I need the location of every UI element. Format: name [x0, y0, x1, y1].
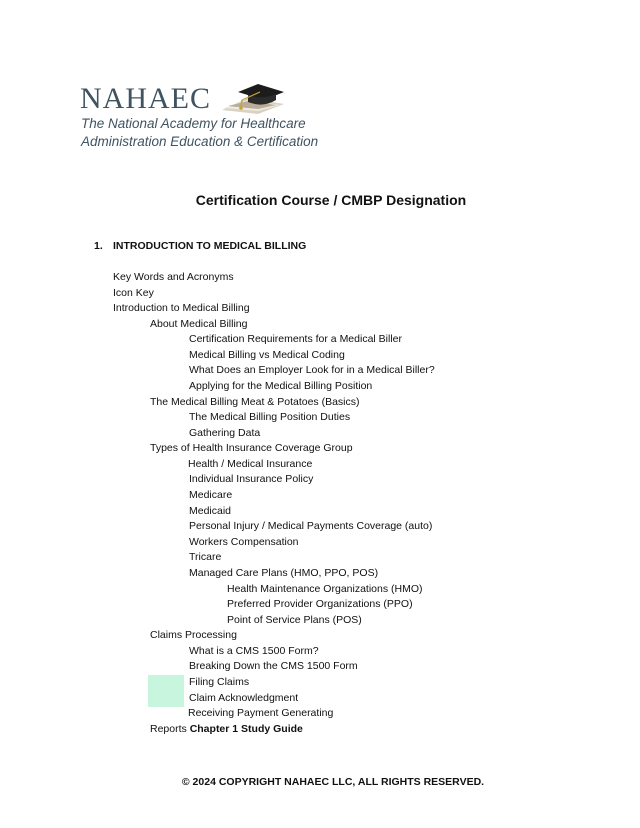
toc-item: Icon Key [113, 287, 154, 299]
toc-level4-item: Health Maintenance Organizations (HMO) [227, 583, 423, 595]
toc-subsubitem: Personal Injury / Medical Payments Coverage (auto) [189, 520, 433, 532]
toc-subitem: Claims Processing [150, 629, 237, 641]
toc-subitem: Types of Health Insurance Coverage Group [150, 442, 353, 454]
toc-subsubitem: Medical Billing vs Medical Coding [189, 349, 345, 361]
graduation-cap-icon [218, 80, 288, 116]
toc-subsubitem: What Does an Employer Look for in a Medical Biller? [189, 364, 435, 376]
toc-subsubitem: Certification Requirements for a Medical Biller [189, 333, 402, 345]
toc-subsubitem: Individual Insurance Policy [189, 473, 314, 485]
toc-subitem: About Medical Billing [150, 318, 248, 330]
toc-item: Introduction to Medical Billing [113, 302, 250, 314]
toc-subsubitem: Applying for the Medical Billing Position [189, 380, 373, 392]
copyright-footer: © 2024 COPYRIGHT NAHAEC LLC, ALL RIGHTS RESERVED. [181, 776, 485, 788]
toc-subsubitem: Gathering Data [189, 427, 261, 439]
toc-subsubitem: Health / Medical Insurance [188, 458, 313, 470]
section-number: 1. [94, 240, 103, 252]
toc-subitem [150, 722, 303, 736]
toc-subsubitem: Tricare [189, 551, 222, 563]
logo-wordmark: NAHAEC [80, 82, 211, 115]
logo-tagline: The National Academy for Healthcare [81, 116, 306, 131]
toc-subitem: The Medical Billing Meat & Potatoes (Basics) [150, 396, 360, 408]
toc-subsubitem: What is a CMS 1500 Form? [189, 645, 319, 657]
toc-subsubitem: Receiving Payment Generating [188, 707, 334, 719]
section-title: INTRODUCTION TO MEDICAL BILLING [113, 240, 307, 252]
toc-item: Key Words and Acronyms [113, 271, 234, 283]
toc-level4-item: Preferred Provider Organizations (PPO) [227, 598, 413, 610]
nahaec-logo [80, 80, 340, 152]
toc-subsubitem: Filing Claims [189, 676, 250, 688]
toc-subsubitem: Claim Acknowledgment [189, 692, 299, 704]
text-highlight [148, 675, 184, 707]
section-heading [94, 240, 306, 252]
reports-label: Reports [150, 723, 187, 735]
toc-subsubitem: Managed Care Plans (HMO, PPO, POS) [189, 567, 379, 579]
toc-subsubitem: Workers Compensation [189, 536, 299, 548]
page-title: Certification Course / CMBP Designation [195, 192, 467, 208]
study-guide-label: Chapter 1 Study Guide [189, 723, 303, 735]
toc-subsubitem: Breaking Down the CMS 1500 Form [189, 660, 358, 672]
toc-subsubitem: Medicare [189, 489, 233, 501]
logo-tagline: Administration Education & Certification [81, 134, 319, 149]
toc-subsubitem: The Medical Billing Position Duties [189, 411, 351, 423]
toc-subsubitem: Medicaid [189, 505, 232, 517]
toc-level4-item: Point of Service Plans (POS) [227, 614, 362, 626]
